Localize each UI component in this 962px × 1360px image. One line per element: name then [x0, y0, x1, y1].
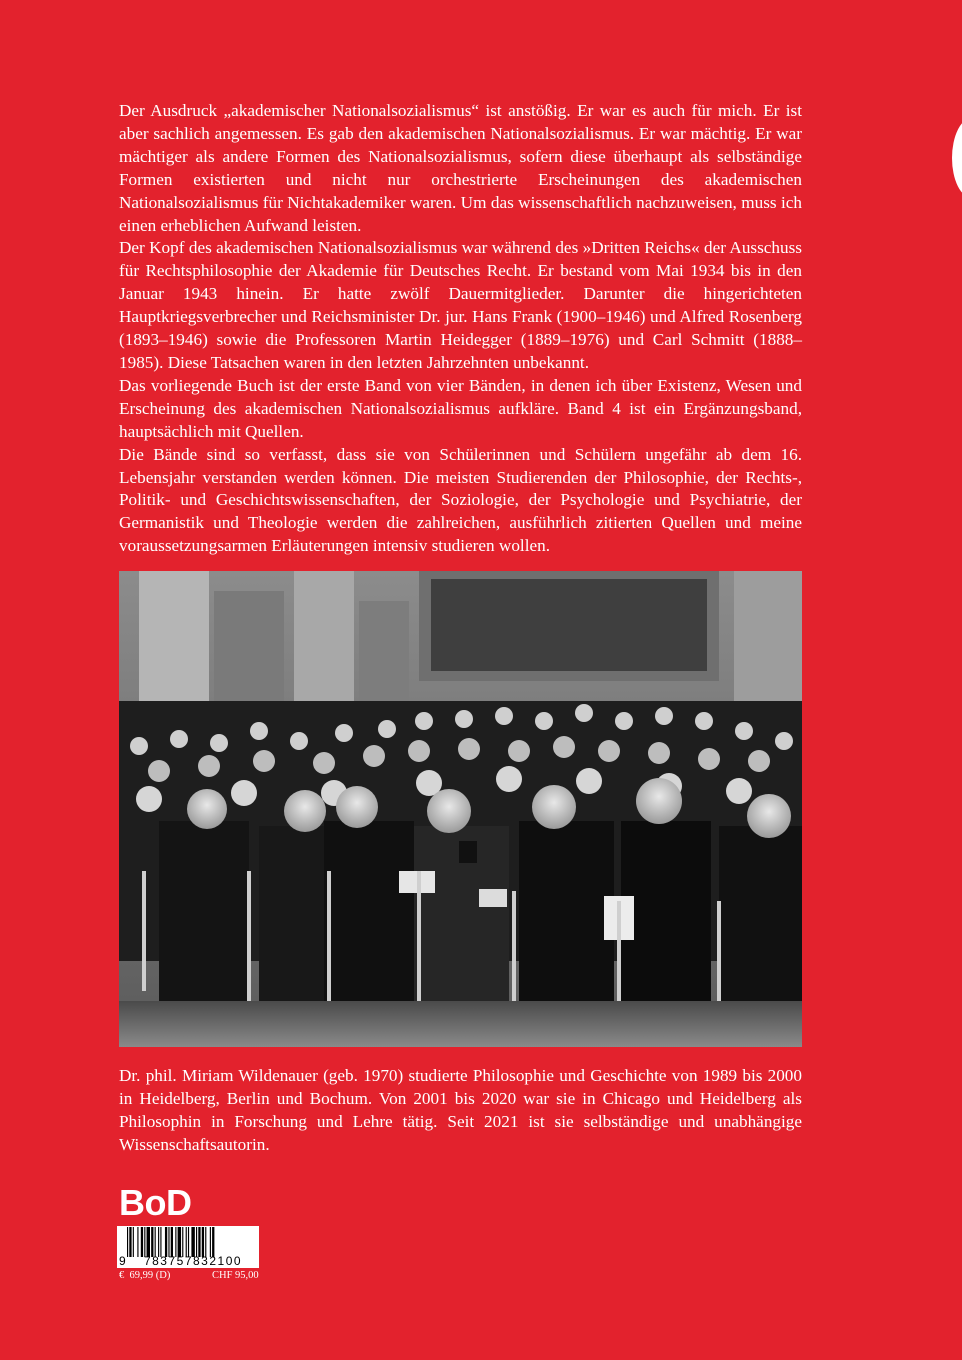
- isbn-barcode: [117, 1226, 259, 1268]
- barcode-bars: [117, 1227, 259, 1257]
- spine-edge-mark: [952, 118, 962, 198]
- blurb-paragraph-1: Der Ausdruck „akademischer Nationalsozialismus“ ist anstößig. Er war es auch für mich. Er ist aber sachlich angemessen. Es gab den akademischen Nationalsozialismus. Er war mächtig. Er war mächtiger als andere Formen des Nationalsozialismus, sofern diese überhaupt als selbständige Formen existierten und nicht nur orchestrierte Erscheinungen des akademischen Nationalsozialismus für Nichtakademiker waren. Um das wissenschaftlich nachzuweisen, muss ich einen erheblichen Aufwand leisten.: [119, 101, 802, 235]
- publisher-logo: BoD: [119, 1182, 192, 1223]
- price-eur: € 69,99 (D): [119, 1270, 171, 1281]
- blurb-paragraph-2: Der Kopf des akademischen Nationalsozialismus war während des »Dritten Reichs« der Ausschuss für Rechtsphilosophie der Akademie für Deutsches Recht. Er bestand vom Mai 1934 bis in den Januar 1943 hinein. Er hatte zwölf Dauermitglieder. Darunter die hingerichteten Hauptkriegsverbrecher und Reichsminister Dr. jur. Hans Frank (1900–1946) und Alfred Rosenberg (1893–1946) sowie die Professoren Martin Heidegger (1889–1976) und Carl Schmitt (1888–1985). Diese Tatsachen waren in den letzten Jahrzehnten unbekannt.: [119, 238, 802, 372]
- price-chf: CHF 95,00: [212, 1270, 259, 1281]
- historical-photo: [119, 571, 802, 1047]
- isbn-digits: 783757832100: [143, 1254, 243, 1268]
- isbn-first-digit: 9: [119, 1254, 126, 1268]
- blurb-paragraph-4: Die Bände sind so verfasst, dass sie von Schülerinnen und Schülern ungefähr ab dem 16. Lebensjahr verstanden werden können. Die meisten Studierenden der Philosophie, der Rechts-, Politik- und Geschichtswissenschaften, der Soziologie, der Psychologie und Psychiatrie, der Germanistik und Theologie werden die zahlreichen, ausführlich zitierten Quellen und meine voraussetzungsarmen Erläuterungen intensiv studieren wollen.: [119, 444, 802, 556]
- blurb-paragraph-3: Das vorliegende Buch ist der erste Band von vier Bänden, in denen ich über Existenz, Wesen und Erscheinung des akademischen Nationalsozialismus aufkläre. Band 4 ist ein Ergänzungsband, hauptsächlich mit Quellen.: [119, 375, 802, 441]
- author-bio: Dr. phil. Miriam Wildenauer (geb. 1970) studierte Philosophie und Geschichte von 1989 bis 2000 in Heidelberg, Berlin und Bochum. Von 2001 bis 2020 war sie in Chicago und Heidelberg als Philosophin in Forschung und Lehre tätig. Seit 2021 ist sie selbständige und unabhängige Wissenschaftsautorin.: [119, 1066, 802, 1154]
- back-cover-blurb: [119, 100, 802, 558]
